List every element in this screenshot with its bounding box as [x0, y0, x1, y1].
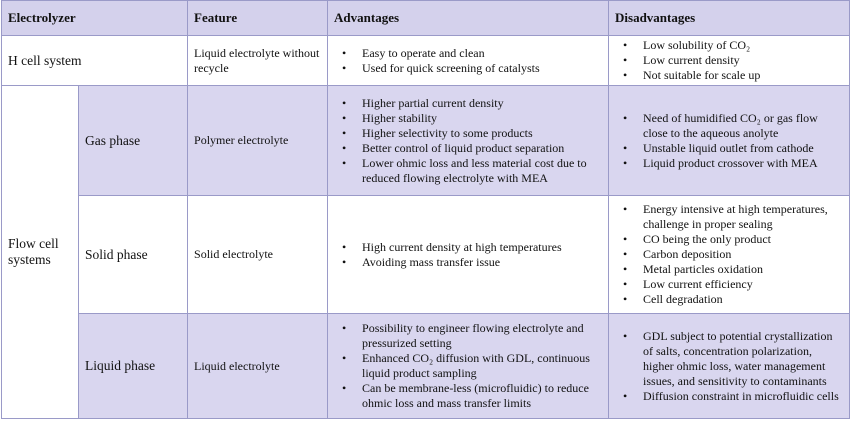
list-item: • Energy intensive at high temperatures, challenge in proper sealing — [643, 202, 843, 232]
header-disadvantages: Disadvantages — [609, 1, 850, 36]
header-row — [2, 1, 850, 36]
gas-phase-label: Gas phase — [79, 86, 188, 196]
list-item: • Enhanced CO₂ diffusion with GDL, continuous liquid product sampling — [362, 351, 602, 381]
list-item: • Metal particles oxidation — [643, 262, 843, 277]
header-feature: Feature — [188, 1, 328, 36]
list-item: • Can be membrane-less (microfluidic) to reduce ohmic loss and mass transfer limits — [362, 381, 602, 411]
liquid-phase-advantages — [328, 314, 609, 419]
list-item: • Possibility to engineer flowing electrolyte and pressurized setting — [362, 321, 602, 351]
list-item: • Low current density — [643, 53, 843, 68]
h-cell-disadvantages — [609, 36, 850, 86]
gas-phase-feature: Polymer electrolyte — [188, 86, 328, 196]
list-item: • Low solubility of CO₂ — [643, 38, 843, 53]
list-item: • Need of humidified CO₂ or gas flow close to the aqueous anolyte — [643, 111, 843, 141]
list-item: • Higher stability — [362, 111, 602, 126]
gas-phase-advantages — [328, 86, 609, 196]
list-item: • Higher selectivity to some products — [362, 126, 602, 141]
list-item: • GDL subject to potential crystallization of salts, concentration polarization, higher ohmic loss, water management issues, and sensitivity to contaminants — [643, 329, 843, 389]
list-item: • Cell degradation — [643, 292, 843, 307]
list-item: • Easy to operate and clean — [362, 46, 602, 61]
header-electrolyzer: Electrolyzer — [2, 1, 188, 36]
liquid-phase-disadvantages — [609, 314, 850, 419]
list-item: • Diffusion constraint in microfluidic cells — [643, 389, 843, 404]
h-cell-advantages — [328, 36, 609, 86]
h-cell-feature: Liquid electrolyte without recycle — [188, 36, 328, 86]
list-item: • Lower ohmic loss and less material cost due to reduced flowing electrolyte with MEA — [362, 156, 602, 186]
solid-phase-disadvantages — [609, 196, 850, 314]
solid-phase-advantages — [328, 196, 609, 314]
flow-cell-name: Flow cell systems — [2, 86, 79, 419]
list-item: • Unstable liquid outlet from cathode — [643, 141, 843, 156]
list-item: • Higher partial current density — [362, 96, 602, 111]
electrolyzer-comparison-table — [1, 0, 850, 419]
liquid-phase-label: Liquid phase — [79, 314, 188, 419]
list-item: • Carbon deposition — [643, 247, 843, 262]
solid-phase-feature: Solid electrolyte — [188, 196, 328, 314]
table-row-h-cell — [2, 36, 850, 86]
solid-phase-label: Solid phase — [79, 196, 188, 314]
list-item: • Low current efficiency — [643, 277, 843, 292]
liquid-phase-feature: Liquid electrolyte — [188, 314, 328, 419]
list-item: • Used for quick screening of catalysts — [362, 61, 602, 76]
list-item: • Not suitable for scale up — [643, 68, 843, 83]
table-row-gas-phase — [2, 86, 850, 196]
list-item: • CO being the only product — [643, 232, 843, 247]
list-item: • Better control of liquid product separation — [362, 141, 602, 156]
header-advantages: Advantages — [328, 1, 609, 36]
list-item: • Avoiding mass transfer issue — [362, 255, 602, 270]
list-item: • High current density at high temperatures — [362, 240, 602, 255]
table-row-solid-phase — [2, 196, 850, 314]
list-item: • Liquid product crossover with MEA — [643, 156, 843, 171]
h-cell-name: H cell system — [2, 36, 188, 86]
table-row-liquid-phase — [2, 314, 850, 419]
gas-phase-disadvantages — [609, 86, 850, 196]
